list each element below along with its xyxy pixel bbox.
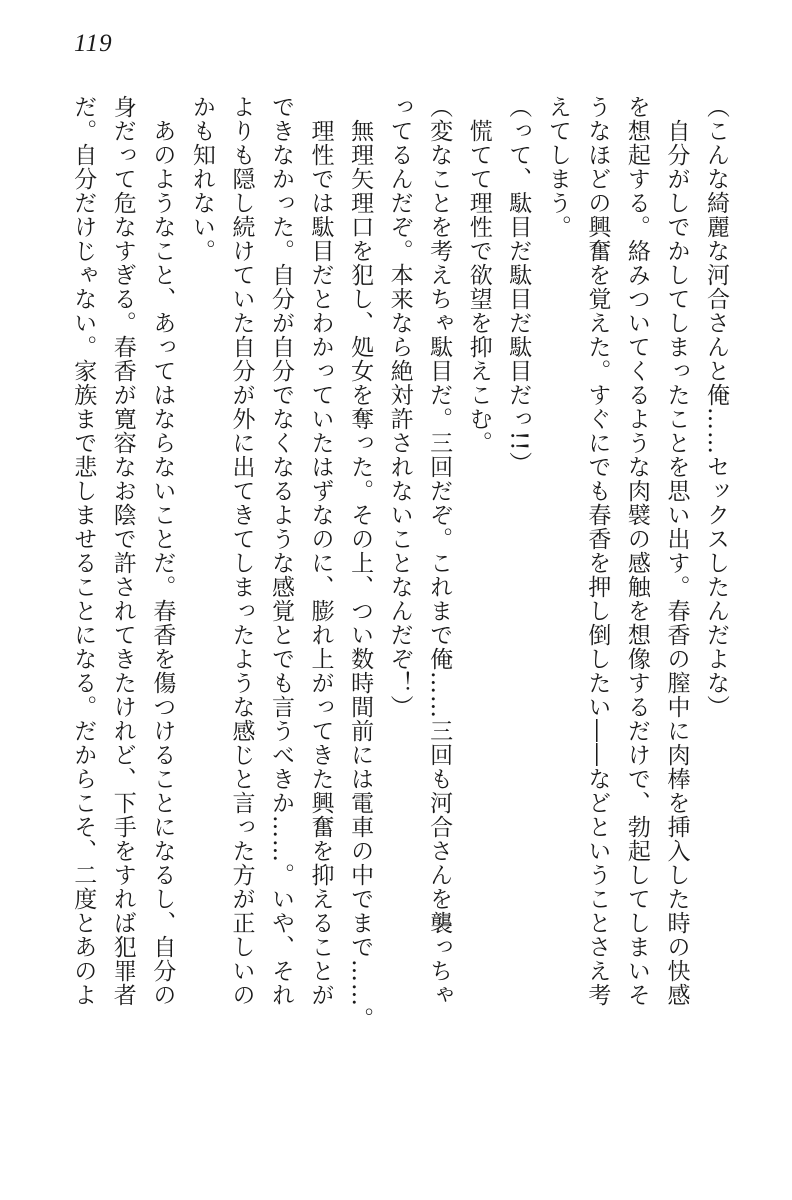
text-line: 自分がしでかしてしまったことを思い出す。春香の膣中に肉棒を挿入した時の快感: [663, 95, 690, 1007]
text-line: （こんな綺麗な河合さんと俺……セックスしたんだよな）: [703, 95, 729, 719]
text-line: うなほどの興奮を覚えた。すぐにでも春香を押し倒したい――などということさえ考: [584, 95, 611, 1007]
text-line: あのようなこと、あってはならないことだ。春香を傷つけることになるし、自分の: [149, 95, 176, 1007]
text-line: よりも隠し続けていた自分が外に出てきてしまったような感じと言った方が正しいの: [228, 95, 255, 1007]
text-line: を想起する。絡みついてくるような肉襞の感触を想像するだけで、勃起してしまいそ: [623, 95, 650, 1007]
text-line: 身だって危なすぎる。春香が寛容なお陰で許されてきたけれど、下手をすれば犯罪者: [109, 95, 136, 1007]
body-text: [63, 95, 735, 1175]
page-number: 119: [74, 30, 113, 57]
text-line: だ。自分だけじゃない。家族まで悲しませることになる。だからこそ、二度とあのよ: [70, 95, 97, 1007]
text-line: 無理矢理口を犯し、処女を奪った。その上、つい数時間前には電車の中でまで……。: [347, 95, 374, 1031]
text-line: （って、駄目だ駄目だ駄目だっ!!）: [505, 95, 532, 476]
text-line: できなかった。自分が自分でなくなるような感覚とでも言うべきか……。いや、それ: [267, 95, 294, 1007]
text-line: えてしまう。: [544, 95, 571, 239]
text-line: 慌てて理性で欲望を抑えこむ。: [465, 95, 492, 455]
text-line: ってるんだぞ。本来なら絶対許されないことなんだぞ！）: [386, 95, 413, 719]
text-line: 理性では駄目だとわかっていたはずなのに、膨れ上がってきた興奮を抑えることが: [307, 95, 334, 1007]
text-line: かも知れない。: [188, 95, 215, 263]
text-line: （変なことを考えちゃ駄目だ。三回だぞ。これまで俺……三回も河合さんを襲っちゃ: [426, 95, 453, 1007]
